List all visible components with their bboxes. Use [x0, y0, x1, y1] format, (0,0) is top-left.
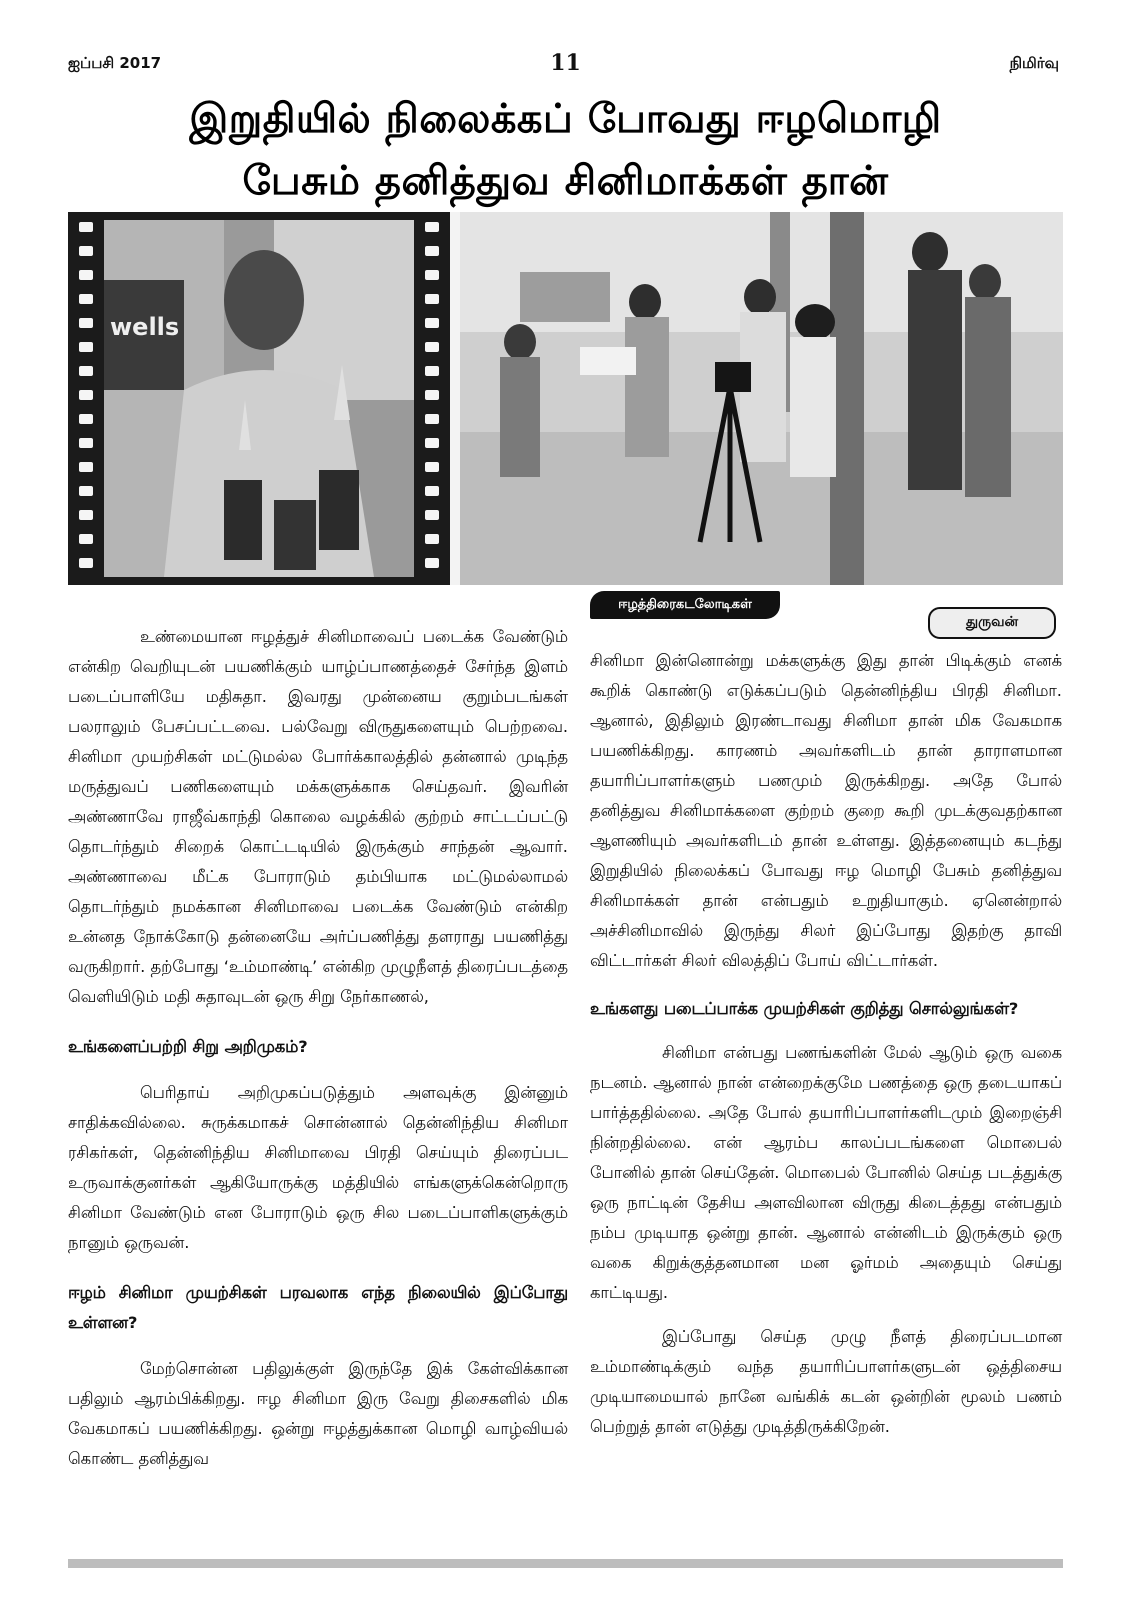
- answer-3-continued: இப்போது செய்த முழு நீளத் திரைப்படமான உம்மாண்டிக்கும் வந்த தயாரிப்பாளர்களுடன் ஒத்திசைய முடியாமையால் நானே வங்கிக் கடன் ஒன்றின் மூலம் பணம் பெற்றுத் தான் எடுத்து முடித்திருக்கிறேன்.: [590, 1327, 1062, 1436]
- film-sprocket: [425, 318, 439, 328]
- film-sprocket: [425, 390, 439, 400]
- question-3: உங்களது படைப்பாக்க முயற்சிகள் குறித்து சொல்லுங்கள்?: [590, 999, 1019, 1018]
- headline-line-1: இறுதியில் நிலைக்கப் போவது ஈழமொழி: [189, 96, 942, 142]
- headline-line-2: பேசும் தனித்துவ சினிமாக்கள் தான்: [242, 158, 889, 204]
- film-sprocket: [425, 294, 439, 304]
- store-sign-text: wells: [110, 313, 180, 341]
- film-sprocket: [425, 510, 439, 520]
- film-sprocket: [79, 318, 93, 328]
- page-number: 11: [550, 50, 581, 76]
- film-shoot-photo: [460, 212, 1063, 585]
- answer-1: பெரிதாய் அறிமுகப்படுத்தும் அளவுக்கு இன்னும் சாதிக்கவில்லை. சுருக்கமாகச் சொன்னால் தென்னிந்திய சினிமா ரசிகர்கள், தென்னிந்திய சினிமாவை பிரதி செய்யும் திரைப்பட உருவாக்குனர்கள் ஆகியோருக்கு மத்தியில் எங்களுக்கென்றொரு சினிமா வேண்டும் என போராடும் ஒரு சில படைப்பாளிகளுக்கும் நானும் ஒருவன்.: [68, 1083, 568, 1252]
- right-column: [590, 646, 1062, 1442]
- film-sprocket: [79, 366, 93, 376]
- film-sprocket: [79, 222, 93, 232]
- film-sprocket: [425, 366, 439, 376]
- film-sprocket: [425, 438, 439, 448]
- section-tag: ஈழத்திரைகடலோடிகள்: [590, 591, 780, 619]
- film-sprocket: [425, 486, 439, 496]
- masthead: நிமிர்வு: [1009, 54, 1059, 72]
- film-sprocket: [425, 558, 439, 568]
- film-sprocket: [79, 510, 93, 520]
- film-sprocket: [425, 462, 439, 472]
- film-sprocket: [79, 486, 93, 496]
- film-strip-photo: [68, 212, 450, 585]
- film-sprocket: [79, 390, 93, 400]
- film-sprocket: [79, 534, 93, 544]
- film-sprocket: [79, 438, 93, 448]
- film-sprocket: [425, 222, 439, 232]
- answer-2-continued: சினிமா இன்னொன்று மக்களுக்கு இது தான் பிடிக்கும் எனக் கூறிக் கொண்டு எடுக்கப்படும் தென்னிந்திய பிரதி சினிமா. ஆனால், இதிலும் இரண்டாவது சினிமா தான் மிக வேகமாக பயணிக்கிறது. காரணம் அவர்களிடம் தான் தாராளமான தயாரிப்பாளர்களும் பணமும் இருக்கிறது. அதே போல் தனித்துவ சினிமாக்களை குற்றம் குறை கூறி முடக்குவதற்கான ஆளணியும் அவர்களிடம் தான் உள்ளது. இத்தனையும் கடந்து இறுதியில் நிலைக்கப் போவது ஈழ மொழி பேசும் தனித்துவ சினிமாக்கள் தான் என்பதும் உறுதியாகும். ஏனென்றால் அச்சினிமாவில் இருந்து சிலர் இப்போது இதற்கு தாவி விட்டார்கள் சிலர் விலத்திப் போய் விட்டார்கள்.: [590, 651, 1062, 970]
- intro-paragraph: உண்மையான ஈழத்துச் சினிமாவைப் படைக்க வேண்டும் என்கிற வெறியுடன் பயணிக்கும் யாழ்ப்பாணத்தைச் சேர்ந்த இளம் படைப்பாளியே மதிசுதா. இவரது முன்னைய குறும்படங்கள் பலராலும் பேசப்பட்டவை. பல்வேறு விருதுகளையும் பெற்றவை. சினிமா முயற்சிகள் மட்டுமல்ல போர்க்காலத்தில் தன்னால் முடிந்த மருத்துவப் பணிகளையும் மக்களுக்காக செய்தவர். இவரின் அண்ணாவே ராஜீவ்காந்தி கொலை வழக்கில் குற்றம் சாட்டப்பட்டு தொடர்ந்தும் சிறைக் கொட்டடியில் இருக்கும் சாந்தன் ஆவார். அண்ணாவை மீட்க போராடும் தம்பியாக மட்டுமல்லாமல் தொடர்ந்தும் நமக்கான சினிமாவை படைக்க வேண்டும் என்கிற உன்னத நோக்கோடு தன்னையே அர்ப்பணித்து தளராது பயணித்து வருகிறார். தற்போது ‘உம்மாண்டி’ என்கிற முழுநீளத் திரைப்படத்தை வெளியிடும் மதி சுதாவுடன் ஒரு சிறு நேர்காணல்,: [68, 627, 568, 1006]
- film-sprocket: [79, 462, 93, 472]
- answer-3: சினிமா என்பது பணங்களின் மேல் ஆடும் ஒரு வகை நடனம். ஆனால் நான் என்றைக்குமே பணத்தை ஒரு தடையாகப் பார்த்ததில்லை. அதே போல் தயாரிப்பாளர்களிடமும் இறைஞ்சி நின்றதில்லை. என் ஆரம்ப காலப்படங்களை மொபைல் போனில் தான் செய்தேன். மொபைல் போனில் செய்த படத்துக்கு ஒரு நாட்டின் தேசிய அளவிலான விருது கிடைத்தது என்பதும் நம்ப முடியாத ஒன்று தான். ஆனால் என்னிடம் இருக்கும் ஒரு வகை கிறுக்குத்தனமான மன ஓர்மம் அதையும் செய்து காட்டியது.: [590, 1043, 1062, 1302]
- portrait-illustration: [104, 220, 414, 577]
- film-shoot-illustration: [460, 212, 1063, 585]
- issue-date: ஐப்பசி 2017: [68, 54, 162, 72]
- film-sprocket: [79, 342, 93, 352]
- film-sprocket: [425, 342, 439, 352]
- author-byline: துருவன்: [928, 607, 1056, 639]
- portrait-with-awards-photo: [104, 220, 414, 577]
- film-sprocket: [79, 294, 93, 304]
- film-sprocket: [79, 414, 93, 424]
- film-sprocket: [79, 270, 93, 280]
- question-2: ஈழம் சினிமா முயற்சிகள் பரவலாக எந்த நிலையில் இப்போது உள்ளன?: [68, 1283, 568, 1332]
- footer-rule: [68, 1559, 1063, 1568]
- answer-2: மேற்சொன்ன பதிலுக்குள் இருந்தே இக் கேள்விக்கான பதிலும் ஆரம்பிக்கிறது. ஈழ சினிமா இரு வேறு திசைகளில் மிக வேகமாகப் பயணிக்கிறது. ஒன்று ஈழத்துக்கான மொழி வாழ்வியல் கொண்ட தனித்துவ: [68, 1359, 568, 1468]
- film-sprocket: [425, 414, 439, 424]
- left-column: [68, 622, 568, 1474]
- film-sprocket: [79, 558, 93, 568]
- film-sprocket: [425, 270, 439, 280]
- film-sprocket: [425, 534, 439, 544]
- film-sprocket: [79, 246, 93, 256]
- photo-strip: [68, 212, 1063, 585]
- question-1: உங்களைப்பற்றி சிறு அறிமுகம்?: [68, 1037, 308, 1056]
- film-sprocket: [425, 246, 439, 256]
